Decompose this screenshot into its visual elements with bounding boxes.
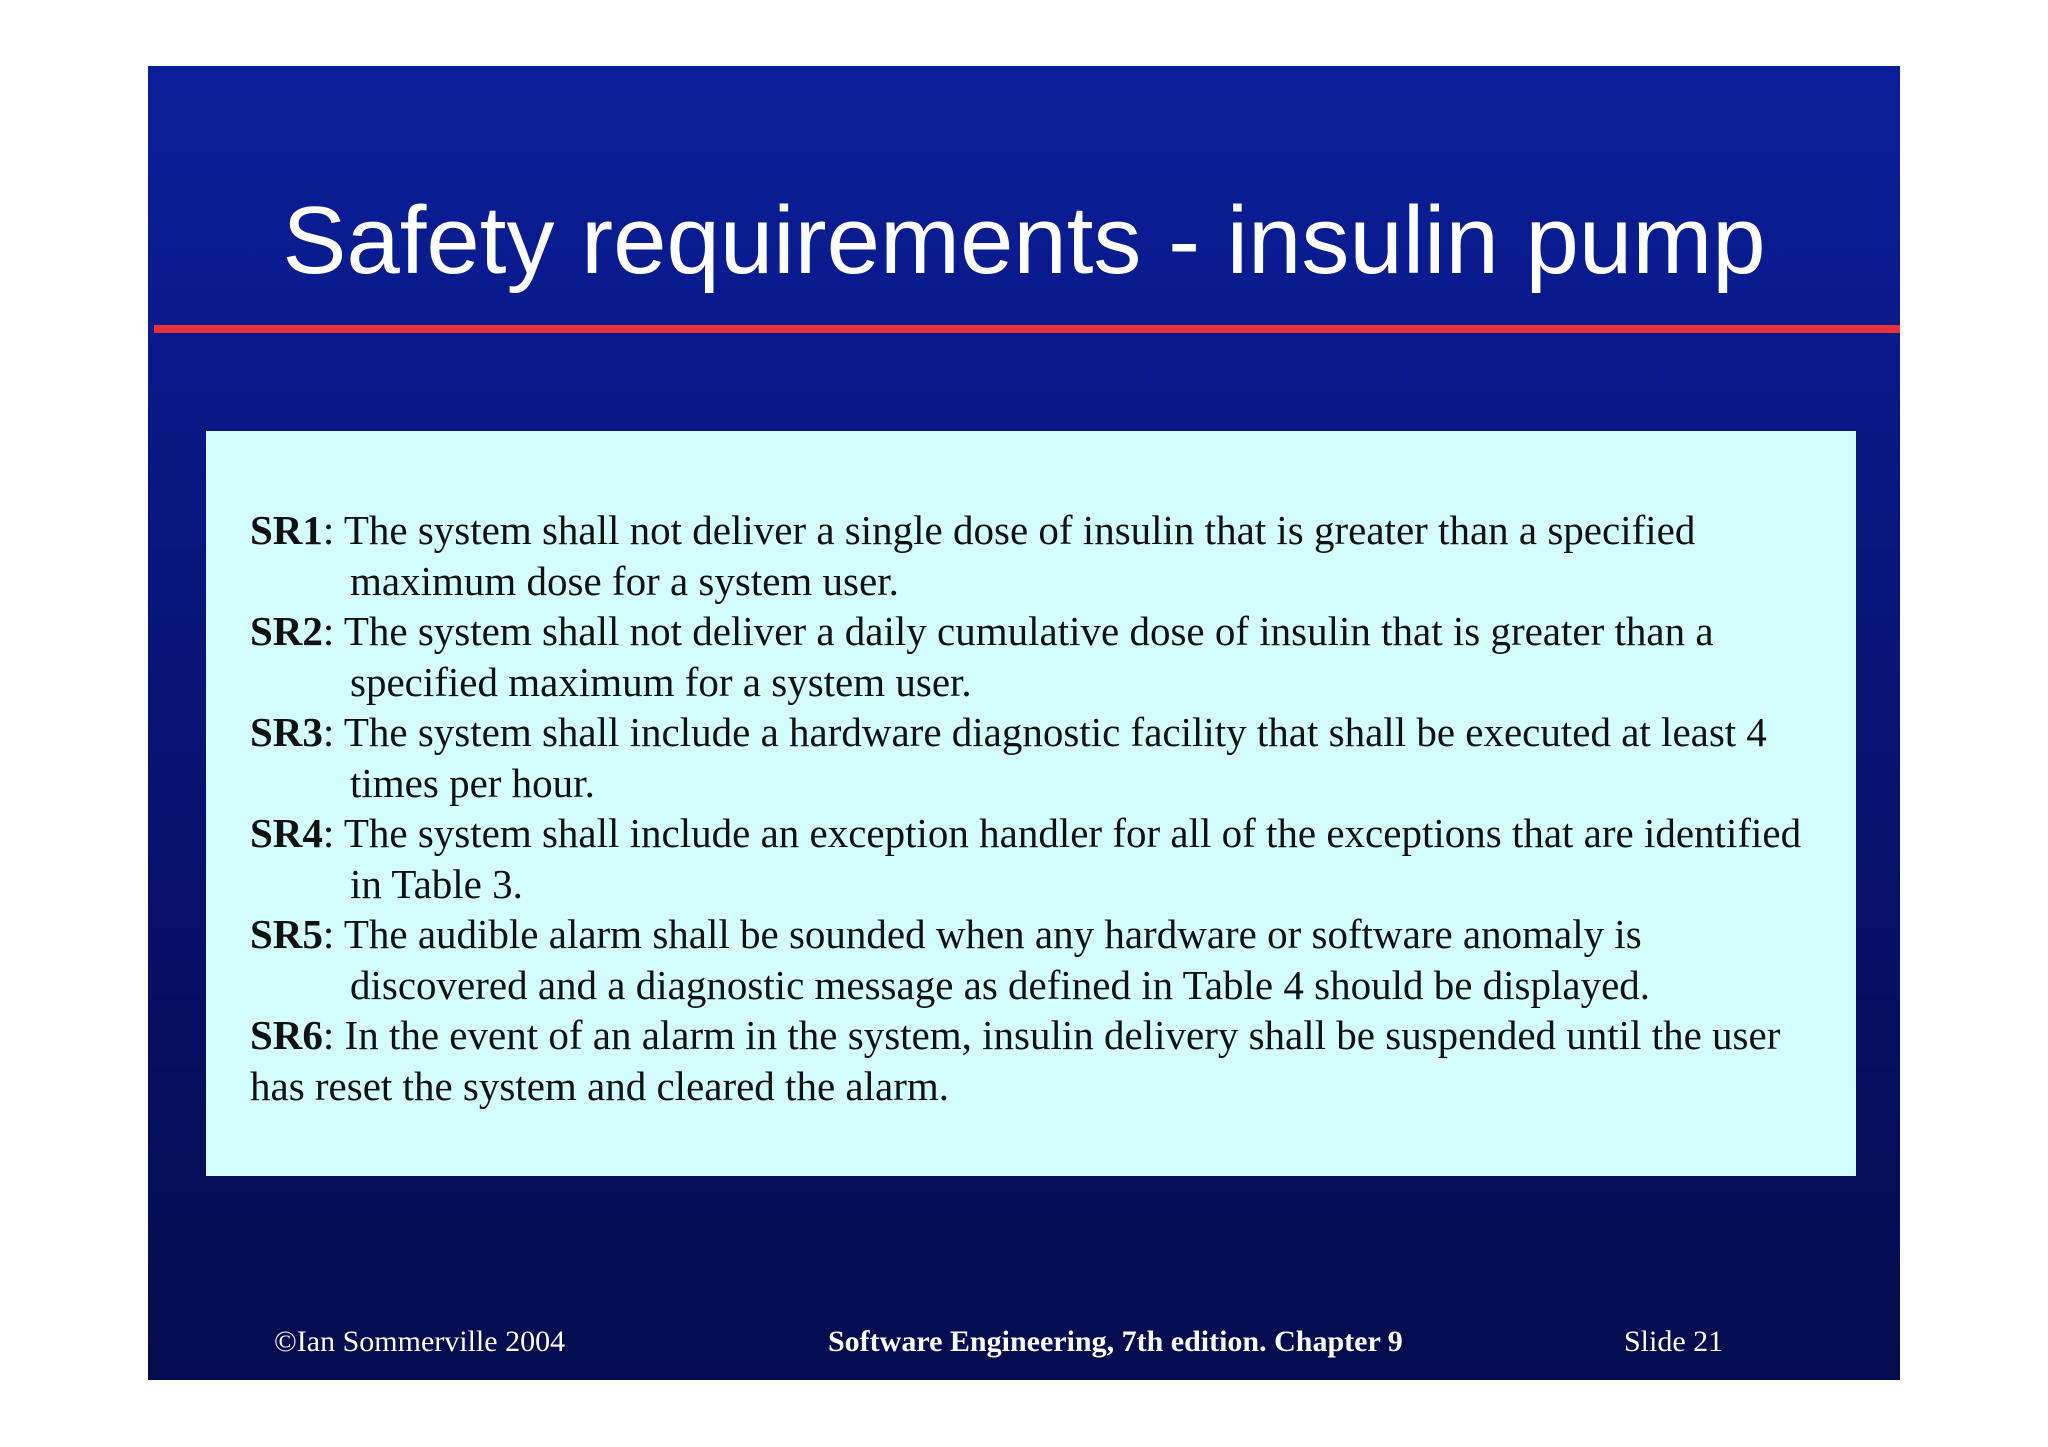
slide xyxy=(148,66,1900,1380)
requirement-text: : The system shall not deliver a single dose of insulin that is greater than a specified maximum dose for a system user. xyxy=(322,507,1696,604)
requirement-id: SR1 xyxy=(250,507,323,553)
footer-book-title: Software Engineering, 7th edition. Chapter 9 xyxy=(828,1325,1403,1358)
requirement-id: SR3 xyxy=(250,709,323,755)
requirement-id: SR2 xyxy=(250,608,323,654)
requirements-box xyxy=(206,431,1856,1176)
requirement-text: : The system shall not deliver a daily cumulative dose of insulin that is greater than a specified maximum for a system user. xyxy=(322,608,1714,705)
requirement-text: : The audible alarm shall be sounded when any hardware or software anomaly is discovered and a diagnostic message as defined in Table 4 should be displayed. xyxy=(322,911,1651,1008)
requirement-item xyxy=(250,808,1816,909)
requirement-id: SR4 xyxy=(250,810,323,856)
requirement-text: : The system shall include a hardware diagnostic facility that shall be executed at least 4 times per hour. xyxy=(322,709,1767,806)
requirement-item xyxy=(250,909,1816,1010)
requirement-item xyxy=(250,707,1816,808)
requirement-text: : In the event of an alarm in the system, insulin delivery shall be suspended until the user has reset the system and cleared the alarm. xyxy=(250,1012,1781,1109)
footer-copyright: ©Ian Sommerville 2004 xyxy=(274,1325,566,1358)
footer-slide-number: Slide 21 xyxy=(1624,1325,1724,1358)
requirement-id: SR6 xyxy=(250,1012,323,1058)
requirement-item xyxy=(250,606,1816,707)
requirement-item xyxy=(250,1010,1816,1111)
requirement-item xyxy=(250,505,1816,606)
slide-title: Safety requirements - insulin pump xyxy=(282,187,1766,294)
requirement-id: SR5 xyxy=(250,911,323,957)
title-divider xyxy=(154,325,1900,333)
requirement-text: : The system shall include an exception handler for all of the exceptions that are identified in Table 3. xyxy=(322,810,1802,907)
